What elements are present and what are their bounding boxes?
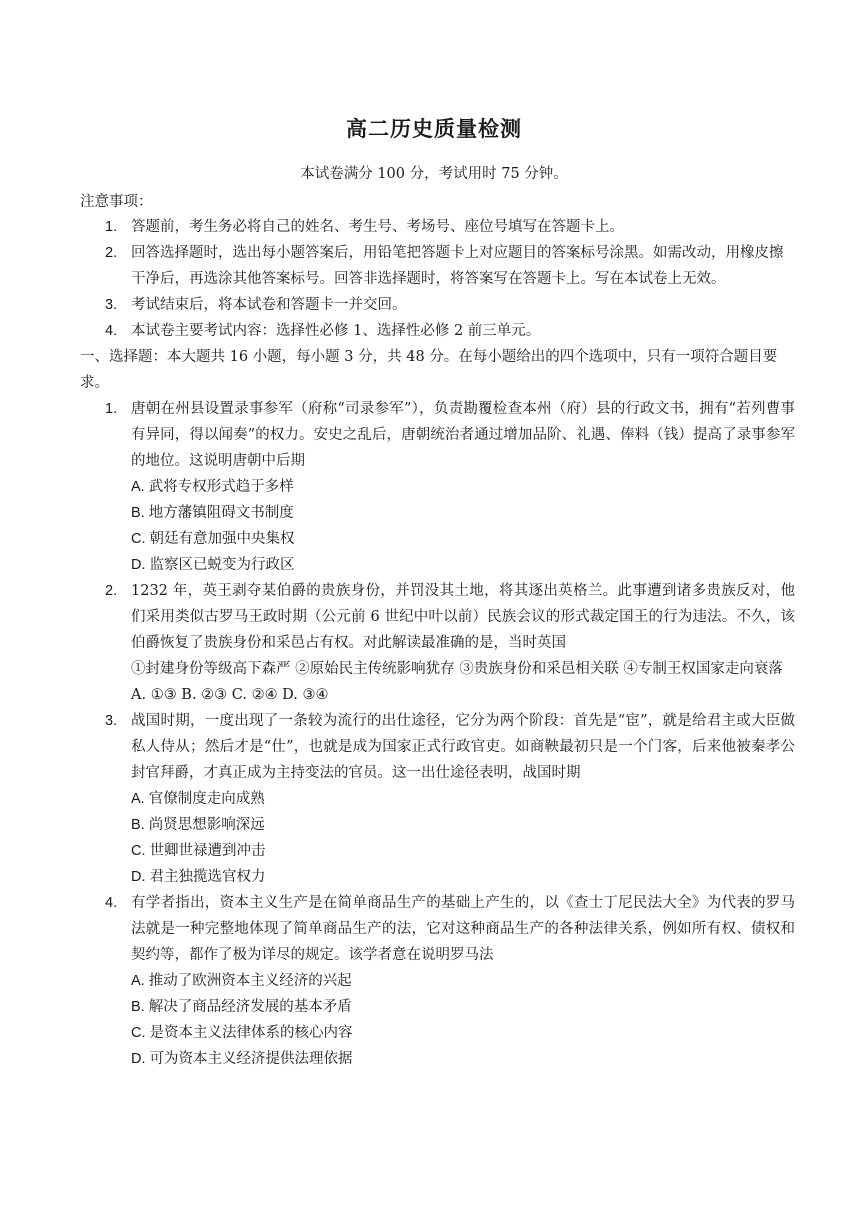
question-list [105, 396, 795, 1072]
question-number: 4. [105, 895, 118, 911]
option-label: D. [131, 1051, 146, 1067]
option-a [131, 786, 795, 812]
notice-text: 考试结束后，将本试卷和答题卡一并交回。 [131, 297, 407, 313]
notice-number: 3. [105, 297, 118, 313]
option-d [131, 864, 795, 890]
section-heading: 一、选择题：本大题共 16 小题，每小题 3 分，共 48 分。在每小题给出的四个选项中，只有一项符合题目要求。 [80, 349, 778, 391]
option-text: 监察区已蜕变为行政区 [149, 557, 295, 573]
option-list [131, 968, 795, 1072]
option-label: D. [131, 557, 146, 573]
option-text: 武将专权形式趋于多样 [148, 479, 294, 495]
notice-text: 回答选择题时，选出每小题答案后，用铅笔把答题卡上对应题目的答案标号涂黑。如需改动，用橡皮擦干净后，再选涂其他答案标号。回答非选择题时，将答案写在答题卡上。写在本试卷上无效。 [131, 245, 784, 287]
option-text: 官僚制度走向成熟 [148, 791, 265, 807]
exam-title: 高二历史质量检测 [346, 117, 522, 141]
option-text: 尚贤思想影响深远 [148, 817, 265, 833]
notice-number: 2. [105, 245, 118, 261]
notes-heading: 注意事项： [80, 194, 153, 210]
question-stem: 战国时期，一度出现了一条较为流行的出仕途径，它分为两个阶段：首先是“宦”，就是给君主或大臣做私人侍从；然后才是“仕”，也就是成为国家正式行政官吏。如商鞅最初只是一个门客，后来他被秦孝公封官拜爵，才真正成为主持变法的官员。这一出仕途径表明，战国时期 [131, 713, 795, 781]
exam-subtitle: 本试卷满分 100 分，考试用时 75 分钟。 [300, 166, 568, 182]
option-label: B. [131, 817, 145, 833]
notice-item [105, 318, 795, 344]
question-number: 2. [105, 583, 118, 599]
question-2 [105, 578, 795, 708]
option-text: 推动了欧洲资本主义经济的兴起 [148, 973, 352, 989]
question-4 [105, 890, 795, 1072]
option-label: C. [131, 531, 146, 547]
option-text: 是资本主义法律体系的核心内容 [149, 1025, 353, 1041]
notice-item [105, 240, 795, 292]
question-1 [105, 396, 795, 578]
option-b [131, 994, 795, 1020]
question-3 [105, 708, 795, 890]
option-text: 世卿世禄遭到冲击 [149, 843, 266, 859]
notice-text: 答题前，考生务必将自己的姓名、考生号、考场号、座位号填写在答题卡上。 [131, 219, 624, 235]
option-label: D. [131, 869, 146, 885]
question-stem: 有学者指出，资本主义生产是在简单商品生产的基础上产生的，以《查士丁尼民法大全》为代表的罗马法就是一种完整地体现了简单商品生产的法，它对这种商品生产的各种法律关系，例如所有权、债权和契约等，都作了极为详尽的规定。该学者意在说明罗马法 [131, 895, 795, 963]
notice-number: 1. [105, 219, 118, 235]
option-text: 可为资本主义经济提供法理依据 [149, 1051, 353, 1067]
option-d [131, 552, 795, 578]
option-b [131, 812, 795, 838]
option-list [131, 786, 795, 890]
option-label: A. [131, 791, 145, 807]
notice-item [105, 292, 795, 318]
notice-item [105, 214, 795, 240]
option-c [131, 1020, 795, 1046]
question-stem: 1232 年，英王剥夺某伯爵的贵族身份，并罚没其土地，将其逐出英格兰。此事遭到诸多贵族反对，他们采用类似古罗马王政时期（公元前 6 世纪中叶以前）民族会议的形式裁定国王的行为违法。不久，该伯爵恢复了贵族身份和采邑占有权。对此解读最准确的是，当时英国 [131, 583, 795, 651]
option-b [131, 500, 795, 526]
option-label: B. [131, 505, 145, 521]
question-statements: ①封建身份等级高下森严 ②原始民主传统影响犹存 ③贵族身份和采邑相关联 ④专制王权国家走向衰落 [131, 661, 783, 677]
option-label: A. [131, 479, 145, 495]
option-text: 地方藩镇阻碍文书制度 [148, 505, 294, 521]
question-number: 3. [105, 713, 118, 729]
question-number: 1. [105, 401, 118, 417]
notice-text: 本试卷主要考试内容：选择性必修 1、选择性必修 2 前三单元。 [131, 323, 541, 339]
inline-options: A. ①③ B. ②③ C. ②④ D. ③④ [131, 687, 329, 703]
option-list [131, 474, 795, 578]
option-d [131, 1046, 795, 1072]
option-a [131, 474, 795, 500]
option-label: C. [131, 843, 146, 859]
option-label: A. [131, 973, 145, 989]
option-c [131, 526, 795, 552]
option-label: B. [131, 999, 145, 1015]
notice-list [105, 214, 795, 344]
option-a [131, 968, 795, 994]
option-text: 解决了商品经济发展的基本矛盾 [148, 999, 352, 1015]
option-text: 朝廷有意加强中央集权 [149, 531, 295, 547]
option-text: 君主独揽选官权力 [149, 869, 266, 885]
option-c [131, 838, 795, 864]
notice-number: 4. [105, 323, 118, 339]
option-label: C. [131, 1025, 146, 1041]
question-stem: 唐朝在州县设置录事参军（府称“司录参军”），负责勘覆检查本州（府）县的行政文书，拥有“若列曹事有异同，得以闻奏”的权力。安史之乱后，唐朝统治者通过增加品阶、礼遇、俸料（钱）提高了录事参军的地位。这说明唐朝中后期 [131, 401, 795, 469]
